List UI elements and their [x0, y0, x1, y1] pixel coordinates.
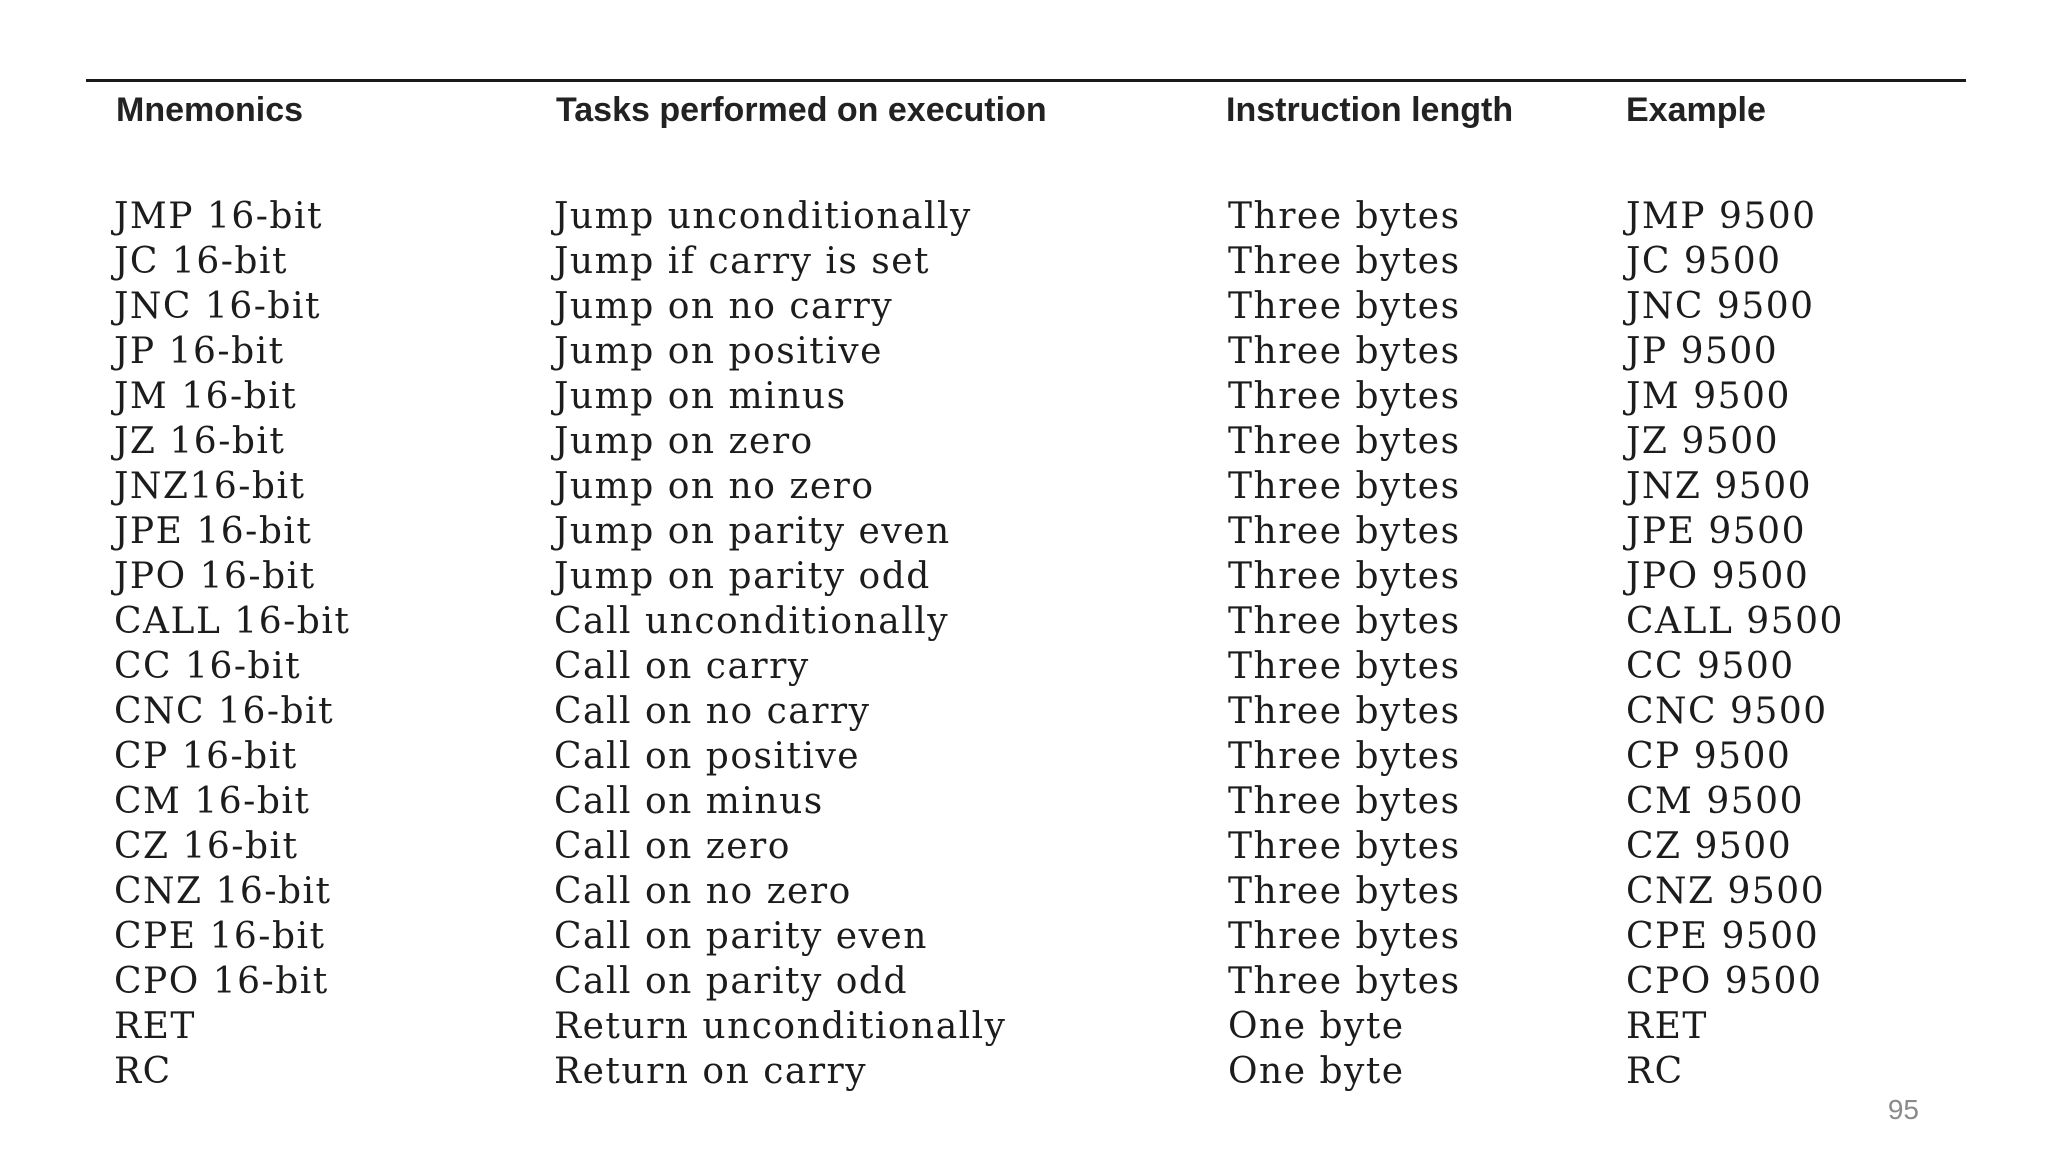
- cell-length: Three bytes: [1228, 286, 1461, 327]
- table-row: [86, 554, 1966, 599]
- cell-example: RET: [1626, 1006, 1708, 1047]
- cell-example: CM 9500: [1626, 781, 1804, 822]
- table-header-row: [86, 84, 1966, 194]
- cell-mnemonic: CP 16-bit: [114, 736, 298, 777]
- cell-task: Call on no carry: [554, 691, 871, 732]
- header-mnemonics: Mnemonics: [116, 91, 304, 129]
- cell-task: Jump on minus: [554, 376, 847, 417]
- cell-mnemonic: JNC 16-bit: [114, 286, 321, 327]
- cell-length: One byte: [1228, 1051, 1405, 1092]
- cell-mnemonic: JP 16-bit: [114, 331, 285, 372]
- cell-mnemonic: JC 16-bit: [114, 241, 288, 282]
- cell-task: Jump on parity even: [554, 511, 951, 552]
- cell-example: CNZ 9500: [1626, 871, 1826, 912]
- cell-task: Jump unconditionally: [554, 196, 972, 237]
- table-row: [86, 824, 1966, 869]
- cell-length: Three bytes: [1228, 736, 1461, 777]
- table-body: [86, 194, 1966, 1094]
- instruction-table: [86, 84, 1966, 1094]
- cell-example: CP 9500: [1626, 736, 1792, 777]
- cell-task: Call on parity even: [554, 916, 928, 957]
- cell-mnemonic: JZ 16-bit: [114, 421, 286, 462]
- instruction-table-container: [86, 84, 1966, 1094]
- table-row: [86, 869, 1966, 914]
- cell-example: CNC 9500: [1626, 691, 1828, 732]
- cell-task: Jump if carry is set: [554, 241, 931, 282]
- cell-mnemonic: JPE 16-bit: [114, 511, 313, 552]
- table-row: [86, 464, 1966, 509]
- cell-mnemonic: CNC 16-bit: [114, 691, 335, 732]
- cell-example: JNC 9500: [1626, 286, 1815, 327]
- cell-example: JPO 9500: [1626, 556, 1810, 597]
- cell-length: Three bytes: [1228, 331, 1461, 372]
- cell-task: Jump on no carry: [554, 286, 894, 327]
- table-row: [86, 194, 1966, 239]
- cell-length: Three bytes: [1228, 556, 1461, 597]
- cell-task: Return unconditionally: [554, 1006, 1007, 1047]
- header-tasks: Tasks performed on execution: [556, 91, 1047, 129]
- cell-mnemonic: RET: [114, 1006, 196, 1047]
- cell-example: JZ 9500: [1626, 421, 1780, 462]
- cell-example: JM 9500: [1626, 376, 1791, 417]
- cell-length: One byte: [1228, 1006, 1405, 1047]
- cell-length: Three bytes: [1228, 601, 1461, 642]
- table-row: [86, 734, 1966, 779]
- cell-mnemonic: JMP 16-bit: [114, 196, 323, 237]
- cell-length: Three bytes: [1228, 421, 1461, 462]
- header-instruction-length: Instruction length: [1226, 91, 1514, 129]
- cell-example: JMP 9500: [1626, 196, 1817, 237]
- cell-example: JC 9500: [1626, 241, 1782, 282]
- table-row: [86, 239, 1966, 284]
- table-row: [86, 374, 1966, 419]
- cell-task: Call unconditionally: [554, 601, 950, 642]
- cell-length: Three bytes: [1228, 781, 1461, 822]
- header-example: Example: [1626, 91, 1766, 129]
- table-row: [86, 689, 1966, 734]
- cell-length: Three bytes: [1228, 466, 1461, 507]
- cell-task: Jump on parity odd: [554, 556, 931, 597]
- cell-length: Three bytes: [1228, 511, 1461, 552]
- table-row: [86, 599, 1966, 644]
- cell-task: Call on zero: [554, 826, 791, 867]
- cell-length: Three bytes: [1228, 691, 1461, 732]
- cell-task: Jump on zero: [554, 421, 814, 462]
- table-row: [86, 779, 1966, 824]
- table-row: [86, 329, 1966, 374]
- table-row: [86, 419, 1966, 464]
- cell-length: Three bytes: [1228, 871, 1461, 912]
- cell-mnemonic: CPO 16-bit: [114, 961, 329, 1002]
- cell-task: Call on parity odd: [554, 961, 909, 1002]
- cell-length: Three bytes: [1228, 241, 1461, 282]
- cell-mnemonic: JPO 16-bit: [114, 556, 316, 597]
- cell-mnemonic: RC: [114, 1051, 172, 1092]
- table-row: [86, 644, 1966, 689]
- cell-mnemonic: CNZ 16-bit: [114, 871, 332, 912]
- cell-task: Call on no zero: [554, 871, 852, 912]
- cell-task: Return on carry: [554, 1051, 868, 1092]
- cell-task: Call on minus: [554, 781, 824, 822]
- cell-example: RC: [1626, 1051, 1684, 1092]
- cell-example: CC 9500: [1626, 646, 1795, 687]
- table-row: [86, 914, 1966, 959]
- cell-example: JNZ 9500: [1626, 466, 1813, 507]
- cell-mnemonic: CM 16-bit: [114, 781, 311, 822]
- cell-example: CPO 9500: [1626, 961, 1823, 1002]
- cell-length: Three bytes: [1228, 961, 1461, 1002]
- table-row: [86, 1049, 1966, 1094]
- cell-length: Three bytes: [1228, 916, 1461, 957]
- cell-example: CALL 9500: [1626, 601, 1844, 642]
- cell-task: Call on carry: [554, 646, 810, 687]
- cell-task: Jump on positive: [554, 331, 883, 372]
- cell-mnemonic: CC 16-bit: [114, 646, 302, 687]
- cell-task: Call on positive: [554, 736, 861, 777]
- cell-example: JP 9500: [1626, 331, 1779, 372]
- table-row: [86, 284, 1966, 329]
- table-row: [86, 959, 1966, 1004]
- cell-mnemonic: CPE 16-bit: [114, 916, 326, 957]
- cell-mnemonic: CZ 16-bit: [114, 826, 299, 867]
- cell-mnemonic: CALL 16-bit: [114, 601, 351, 642]
- cell-length: Three bytes: [1228, 826, 1461, 867]
- cell-example: JPE 9500: [1626, 511, 1806, 552]
- cell-length: Three bytes: [1228, 196, 1461, 237]
- table-top-rule: [86, 79, 1966, 82]
- cell-length: Three bytes: [1228, 376, 1461, 417]
- cell-mnemonic: JNZ16-bit: [114, 466, 306, 507]
- cell-task: Jump on no zero: [554, 466, 875, 507]
- cell-length: Three bytes: [1228, 646, 1461, 687]
- page-number: 95: [1887, 1094, 1919, 1125]
- table-row: [86, 1004, 1966, 1049]
- cell-example: CZ 9500: [1626, 826, 1793, 867]
- table-row: [86, 509, 1966, 554]
- cell-example: CPE 9500: [1626, 916, 1820, 957]
- cell-mnemonic: JM 16-bit: [114, 376, 298, 417]
